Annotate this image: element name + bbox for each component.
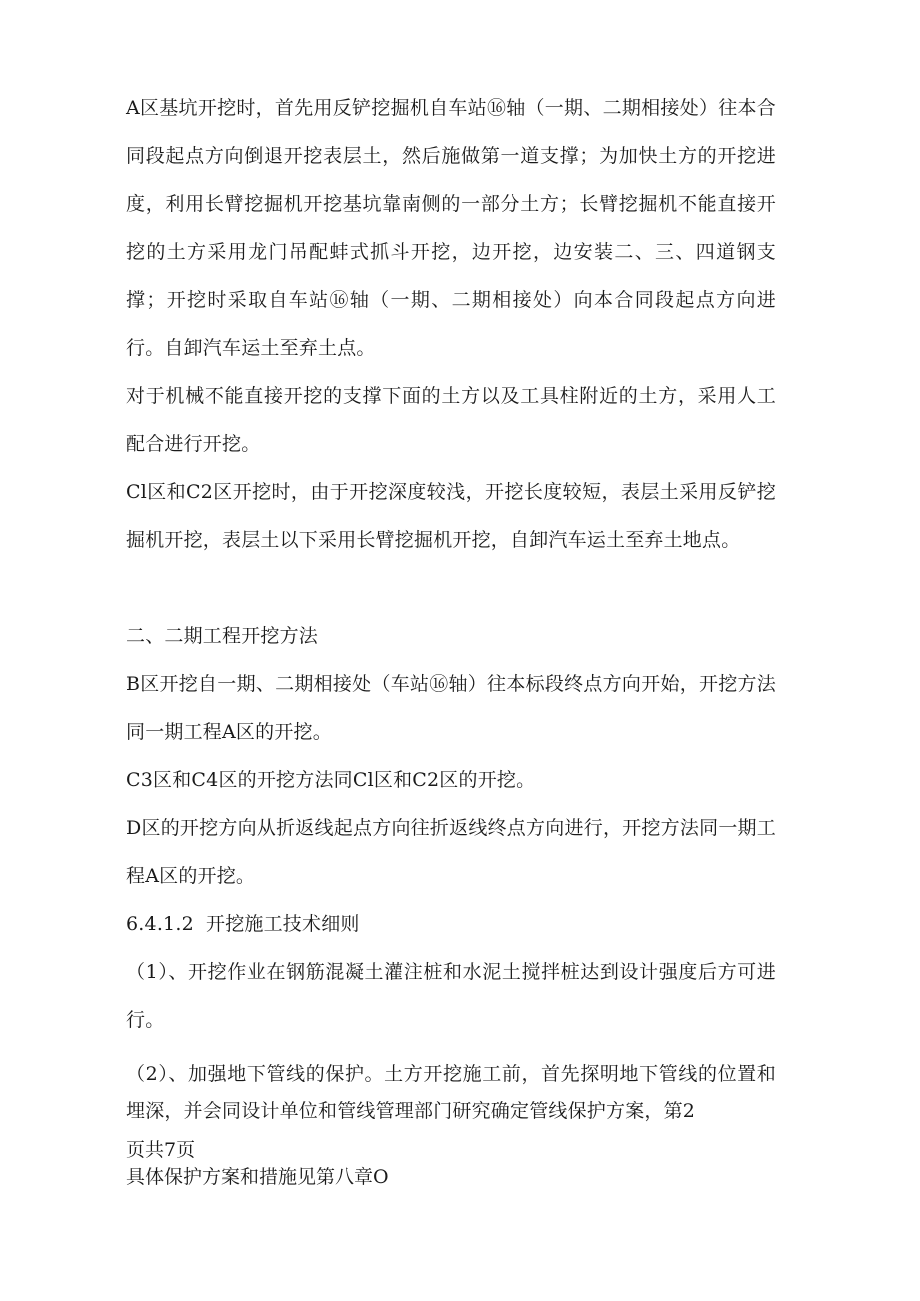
subsection-heading	[126, 900, 776, 948]
paragraph-rule-1: （1）、开挖作业在钢筋混凝土灌注桩和水泥土搅拌桩达到设计强度后方可进行。	[126, 961, 776, 1031]
paragraph-zone-d: D区的开挖方向从折返线起点方向往折返线终点方向进行，开挖方法同一期工程A区的开挖。	[126, 817, 776, 887]
paragraph-zone-c3-c4: C3区和C4区的开挖方法同Cl区和C2区的开挖。	[126, 769, 536, 791]
subsection-number: 6.4.1.2	[126, 913, 194, 935]
section-heading-phase-two: 二、二期工程开挖方法	[126, 625, 319, 647]
page-number-info: 页共7页	[126, 1139, 196, 1161]
paragraph-rule-2-continued: 具体保护方案和措施见第八章O	[126, 1166, 389, 1188]
paragraph-manual-excavation: 对于机械不能直接开挖的支撑下面的土方以及工具柱附近的土方，采用人工配合进行开挖。	[126, 385, 776, 455]
paragraph-rule-2: （2）、加强地下管线的保护。土方开挖施工前，首先探明地下管线的位置和埋深，并会同设计单位和管线管理部门研究确定管线保护方案，第2	[126, 1063, 776, 1122]
subsection-title: 开挖施工技术细则	[206, 913, 360, 935]
paragraph-zone-b: B区开挖自一期、二期相接处（车站⑯轴）往本标段终点方向开始，开挖方法同一期工程A区的开挖。	[126, 673, 776, 743]
paragraph-zone-c1-c2: Cl区和C2区开挖时，由于开挖深度较浅，开挖长度较短，表层土采用反铲挖掘机开挖，表层土以下采用长臂挖掘机开挖，自卸汽车运土至弃土地点。	[126, 481, 776, 551]
paragraph-zone-a-excavation: A区基坑开挖时，首先用反铲挖掘机自车站⑯轴（一期、二期相接处）往本合同段起点方向倒退开挖表层土，然后施做第一道支撑；为加快土方的开挖进度，利用长臂挖掘机开挖基坑靠南侧的一部分土方；长臂挖掘机不能直接开挖的土方采用龙门吊配蚌式抓斗开挖，边开挖，边安装二、三、四道钢支撑；开挖时采取自车站⑯轴（一期、二期相接处）向本合同段起点方向进行。自卸汽车运土至弃土点。	[126, 97, 776, 359]
